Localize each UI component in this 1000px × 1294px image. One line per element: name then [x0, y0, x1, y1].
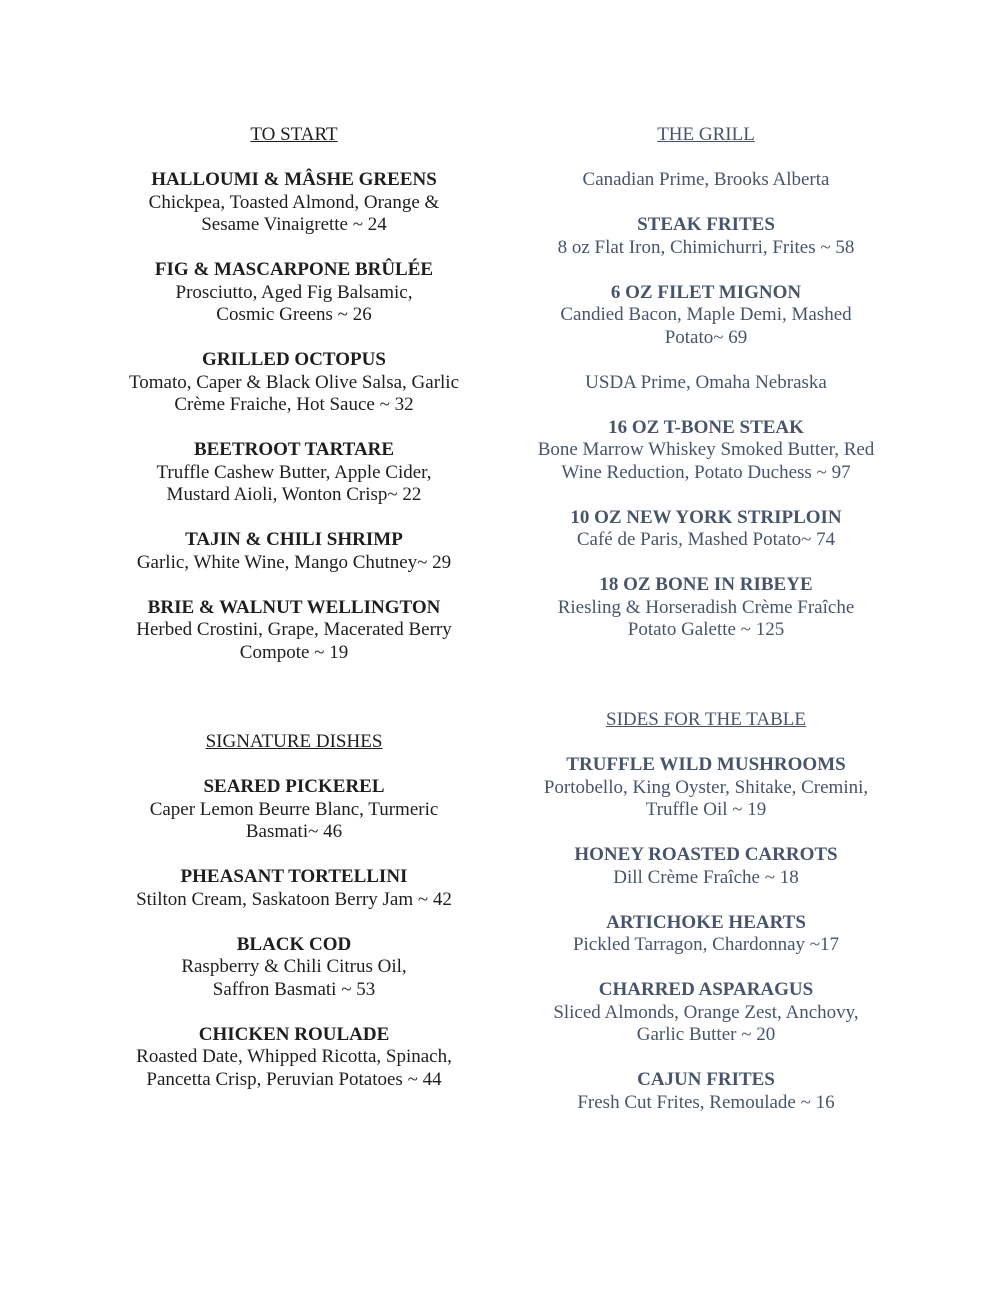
item-description: Potato Galette ~ 125 — [627, 619, 785, 640]
item-description: Roasted Date, Whipped Ricotta, Spinach, — [136, 1046, 452, 1067]
item-description: Saffron Basmati ~ 53 — [212, 978, 376, 1000]
section-heading: TO START — [250, 124, 338, 145]
item-description: Herbed Crostini, Grape, Macerated Berry — [136, 619, 452, 640]
item-description: Crème Fraiche, Hot Sauce ~ 32 — [174, 394, 414, 415]
to-start-section — [84, 124, 504, 664]
menu-item — [84, 597, 504, 665]
item-name: CHARRED ASPARAGUS — [598, 979, 814, 1000]
item-description: Truffle Cashew Butter, Apple Cider, — [156, 461, 432, 483]
item-description: Sliced Almonds, Orange Zest, Anchovy, — [553, 1001, 859, 1023]
item-name: BRIE & WALNUT WELLINGTON — [147, 596, 441, 618]
menu-item — [84, 439, 504, 507]
item-description: Sesame Vinaigrette ~ 24 — [201, 214, 387, 235]
menu-item — [496, 912, 916, 957]
sub-heading: USDA Prime, Omaha Nebraska — [585, 371, 827, 393]
item-name: HONEY ROASTED CARROTS — [574, 844, 838, 865]
item-name: PHEASANT TORTELLINI — [180, 866, 408, 887]
item-description: Pickled Tarragon, Chardonnay ~17 — [572, 934, 840, 955]
item-name: STEAK FRITES — [637, 214, 775, 235]
item-description: Prosciutto, Aged Fig Balsamic, — [175, 281, 413, 303]
item-description: Fresh Cut Frites, Remoulade ~ 16 — [577, 1091, 835, 1113]
menu-item — [496, 979, 916, 1047]
menu-item — [84, 529, 504, 574]
item-description: Raspberry & Chili Citrus Oil, — [181, 956, 407, 977]
item-description: Pancetta Crisp, Peruvian Potatoes ~ 44 — [146, 1068, 442, 1090]
item-description: Garlic, White Wine, Mango Chutney~ 29 — [136, 551, 452, 573]
item-name: CAJUN FRITES — [637, 1069, 775, 1090]
item-description: Dill Crème Fraîche ~ 18 — [613, 866, 799, 888]
item-name: GRILLED OCTOPUS — [202, 349, 386, 370]
menu-item — [84, 259, 504, 327]
menu-item — [84, 776, 504, 844]
section-heading: THE GRILL — [657, 124, 755, 145]
menu-item — [496, 844, 916, 889]
menu-item — [496, 282, 916, 350]
signature-dishes-section — [84, 731, 504, 1091]
item-description: Potato~ 69 — [664, 326, 748, 348]
item-name: 18 OZ BONE IN RIBEYE — [599, 574, 813, 595]
item-name: BEETROOT TARTARE — [193, 439, 395, 460]
item-description: Truffle Oil ~ 19 — [645, 799, 767, 820]
item-description: Wine Reduction, Potato Duchess ~ 97 — [561, 461, 851, 483]
menu-item — [496, 417, 916, 485]
item-name: CHICKEN ROULADE — [198, 1023, 390, 1045]
item-name: 10 OZ NEW YORK STRIPLOIN — [570, 506, 842, 528]
item-description: Caper Lemon Beurre Blanc, Turmeric — [149, 798, 439, 820]
menu-item — [496, 754, 916, 822]
item-description: Portobello, King Oyster, Shitake, Cremini, — [543, 776, 869, 798]
menu-item — [84, 866, 504, 911]
item-name: 16 OZ T-BONE STEAK — [608, 416, 804, 438]
item-name: TRUFFLE WILD MUSHROOMS — [566, 754, 846, 775]
item-description: Stilton Cream, Saskatoon Berry Jam ~ 42 — [136, 888, 452, 910]
menu-item — [84, 169, 504, 237]
item-name: TAJIN & CHILI SHRIMP — [185, 529, 403, 550]
item-name: SEARED PICKEREL — [203, 776, 385, 797]
item-description: Bone Marrow Whiskey Smoked Butter, Red — [537, 439, 875, 460]
menu-item — [496, 214, 916, 259]
menu-item — [496, 1069, 916, 1114]
item-name: BLACK COD — [236, 933, 352, 955]
menu-item — [84, 1024, 504, 1092]
item-description: Café de Paris, Mashed Potato~ 74 — [576, 529, 836, 550]
item-name: HALLOUMI & MÂSHE GREENS — [151, 169, 437, 190]
section-heading: SIDES FOR THE TABLE — [606, 709, 806, 730]
the-grill-section — [496, 124, 916, 642]
menu-item — [496, 507, 916, 552]
menu-item — [84, 934, 504, 1002]
item-description: Basmati~ 46 — [245, 821, 343, 842]
item-name: FIG & MASCARPONE BRÛLÉE — [154, 259, 434, 280]
item-description: 8 oz Flat Iron, Chimichurri, Frites ~ 58 — [557, 236, 855, 258]
item-description: Compote ~ 19 — [239, 641, 349, 663]
menu-item — [84, 349, 504, 417]
item-description: Tomato, Caper & Black Olive Salsa, Garlic — [128, 371, 460, 393]
sides-section — [496, 709, 916, 1114]
menu-item — [496, 574, 916, 642]
item-description: Candied Bacon, Maple Demi, Mashed — [560, 304, 852, 325]
item-name: 6 OZ FILET MIGNON — [610, 281, 802, 303]
item-description: Riesling & Horseradish Crème Fraîche — [557, 596, 855, 618]
item-description: Cosmic Greens ~ 26 — [216, 304, 372, 325]
item-name: ARTICHOKE HEARTS — [606, 911, 806, 933]
item-description: Mustard Aioli, Wonton Crisp~ 22 — [166, 484, 422, 505]
section-heading: SIGNATURE DISHES — [205, 731, 383, 752]
item-description: Chickpea, Toasted Almond, Orange & — [148, 191, 440, 213]
sub-heading: Canadian Prime, Brooks Alberta — [582, 169, 830, 190]
item-description: Garlic Butter ~ 20 — [636, 1024, 776, 1045]
